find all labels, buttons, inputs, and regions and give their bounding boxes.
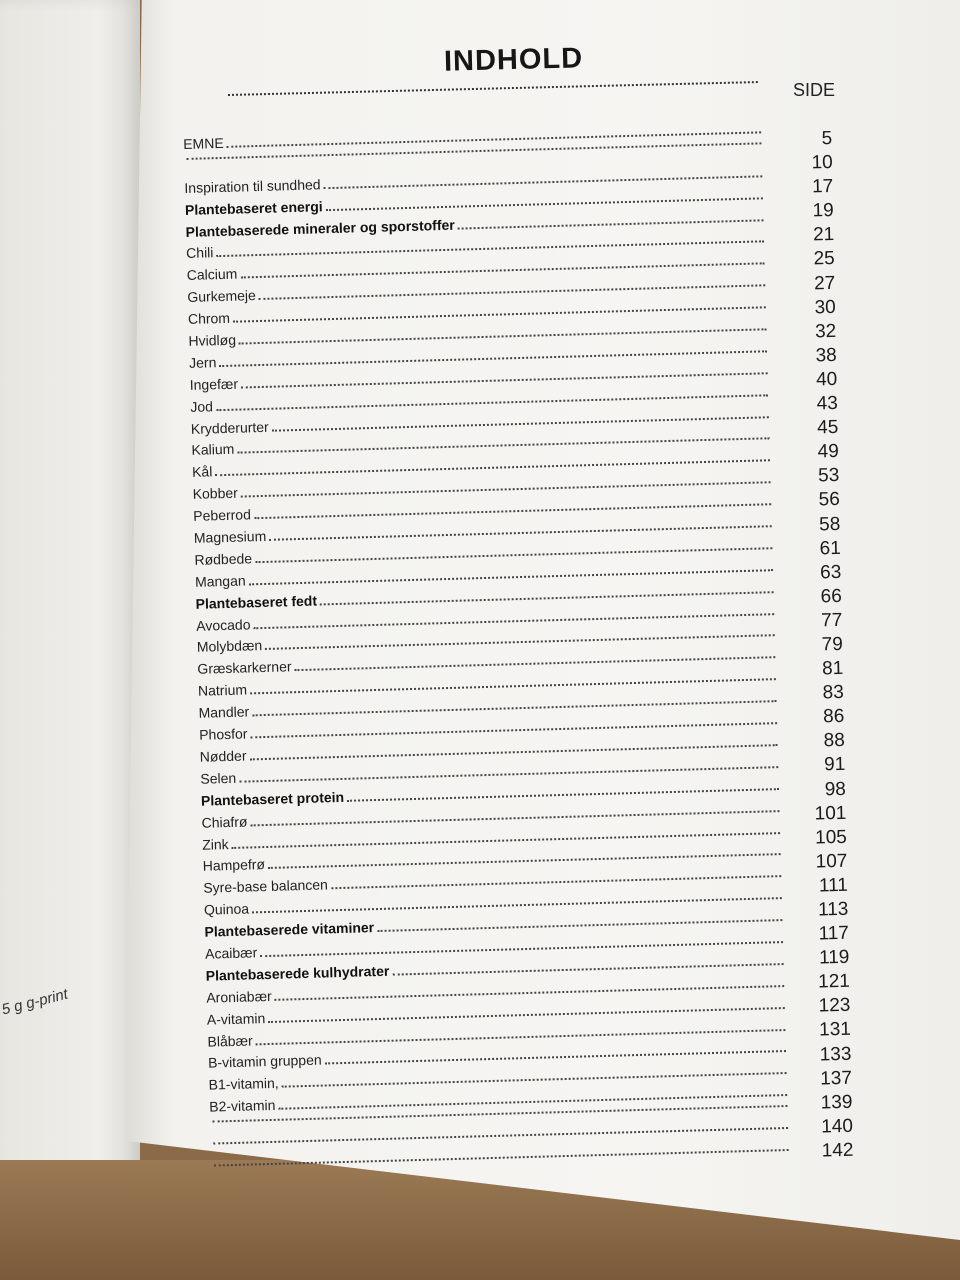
- page-number: 27: [813, 272, 836, 294]
- page-number: 142: [821, 1139, 854, 1162]
- toc-entry-label: EMNE: [183, 134, 224, 152]
- page-number: 121: [817, 971, 851, 993]
- page-number: 38: [815, 344, 837, 367]
- page-number: 137: [819, 1067, 853, 1090]
- page-number: 86: [822, 706, 845, 728]
- page-number: 21: [812, 224, 835, 246]
- page-number: 5: [821, 128, 833, 150]
- page-number: 66: [820, 585, 843, 608]
- page-number: 43: [816, 392, 838, 415]
- print-mark: 5 g g-print: [0, 985, 70, 1019]
- toc-entry-label: Nødder: [199, 747, 247, 765]
- toc-entry-label: Peberrod: [193, 506, 252, 524]
- toc-entry-label: A-vitamin: [206, 1009, 266, 1028]
- toc-entry-label: Plantebaseret fedt: [195, 592, 318, 612]
- left-page: [0, 0, 140, 1280]
- toc-entry-label: Plantebaseret energi: [184, 197, 323, 218]
- toc-entry-label: Kobber: [192, 484, 239, 503]
- page-number: 113: [817, 898, 849, 921]
- page-number: 45: [816, 417, 839, 439]
- page-title: INDHOLD: [443, 42, 584, 78]
- page-number: 63: [819, 561, 842, 584]
- page-number: 98: [824, 778, 847, 800]
- toc-entry-label: Magnesium: [193, 527, 267, 546]
- page-number: 17: [811, 176, 834, 198]
- page-number: 61: [819, 537, 842, 559]
- toc-entry-label: Chili: [185, 244, 214, 262]
- side-column-header: SIDE: [793, 80, 836, 100]
- toc-entry-label: Rødbede: [194, 550, 253, 568]
- page-number: 107: [815, 850, 848, 873]
- page-number: 40: [815, 368, 838, 391]
- toc-entry-label: Phosfor: [198, 725, 248, 743]
- toc-entry-label: Selen: [200, 769, 237, 787]
- toc-entry-label: Ingefær: [189, 375, 239, 393]
- toc-entry-label: Chrom: [187, 309, 231, 328]
- leader-dots: [377, 919, 782, 932]
- page-number: 111: [818, 874, 849, 897]
- toc-entry-label: Plantebaseret protein: [200, 788, 345, 809]
- toc-entry-label: Blåbær: [207, 1031, 253, 1050]
- toc-entry-label: Jern: [188, 354, 217, 371]
- page-number: 91: [823, 754, 846, 776]
- page-number: 139: [820, 1091, 853, 1114]
- page-number: 131: [818, 1019, 852, 1041]
- page-number: 105: [814, 826, 848, 849]
- toc-entry-label: Jod: [190, 397, 214, 415]
- toc-entry-label: Græskarkerner: [197, 658, 292, 678]
- page-number: 88: [823, 730, 846, 752]
- toc-entry-label: Krydderurter: [190, 418, 269, 437]
- page-number: 58: [818, 513, 841, 535]
- toc-entry-label: Plantebaserede kulhydrater: [205, 962, 390, 984]
- toc-entry-label: Quinoa: [203, 900, 250, 918]
- toc-entry-label: Plantebaserede mineraler og sporstoffer: [185, 216, 455, 240]
- page-number: 19: [812, 200, 834, 222]
- page-number: 56: [818, 489, 841, 511]
- toc-entry-label: Gurkemeje: [187, 287, 257, 306]
- toc-entry-label: Mangan: [194, 572, 246, 590]
- toc-entry-label: Chiafrø: [201, 813, 248, 831]
- page-number: 25: [813, 248, 835, 270]
- toc-entry-label: Avocado: [196, 615, 251, 634]
- toc-entries: [183, 120, 789, 1186]
- page-number: 32: [814, 320, 837, 343]
- toc-entry-label: Inspiration til sundhed: [184, 176, 321, 196]
- page-number: 49: [817, 441, 839, 463]
- toc-entry-label: Zink: [201, 835, 229, 853]
- toc-entry-label: Syre-base balancen: [203, 876, 329, 897]
- toc-entry-label: Kål: [191, 463, 213, 481]
- toc-entry-label: B-vitamin gruppen: [207, 1051, 322, 1072]
- toc-entry-label: Acaibær: [204, 944, 258, 962]
- page-number: 140: [820, 1115, 854, 1138]
- page-number: 101: [814, 802, 847, 825]
- toc-entry-label: B2-vitamin: [209, 1097, 276, 1115]
- page-number: 83: [822, 682, 845, 704]
- page-number: 119: [818, 947, 850, 969]
- page-number: 30: [814, 296, 836, 319]
- toc-entry-label: Hvidløg: [188, 331, 237, 349]
- toc-entry-label: Kalium: [191, 441, 235, 459]
- toc-entry-label: Calcium: [186, 265, 238, 284]
- toc-entry-label: B1-vitamin,: [208, 1075, 279, 1093]
- page-number: 117: [818, 922, 850, 945]
- page-number: 77: [820, 609, 843, 632]
- toc-entry-label: Molybdæn: [196, 637, 263, 656]
- toc-entry-label: Natrium: [197, 681, 248, 700]
- leader-dots: [458, 219, 764, 229]
- page-number: 81: [821, 657, 844, 680]
- page-number: 123: [818, 995, 851, 1017]
- toc-entry-label: Mandler: [198, 703, 250, 721]
- toc-entry-label: Aroniabær: [206, 987, 272, 1006]
- toc-entry-label: Hampefrø: [202, 856, 266, 875]
- page-number: 10: [811, 152, 833, 174]
- page-number: 133: [819, 1043, 852, 1066]
- toc-entry-label: Plantebaserede vitaminer: [204, 919, 375, 940]
- leader-dots: [347, 788, 779, 802]
- page-number: 53: [817, 465, 840, 487]
- page-number: 79: [821, 633, 844, 656]
- leader-dots: [392, 963, 783, 976]
